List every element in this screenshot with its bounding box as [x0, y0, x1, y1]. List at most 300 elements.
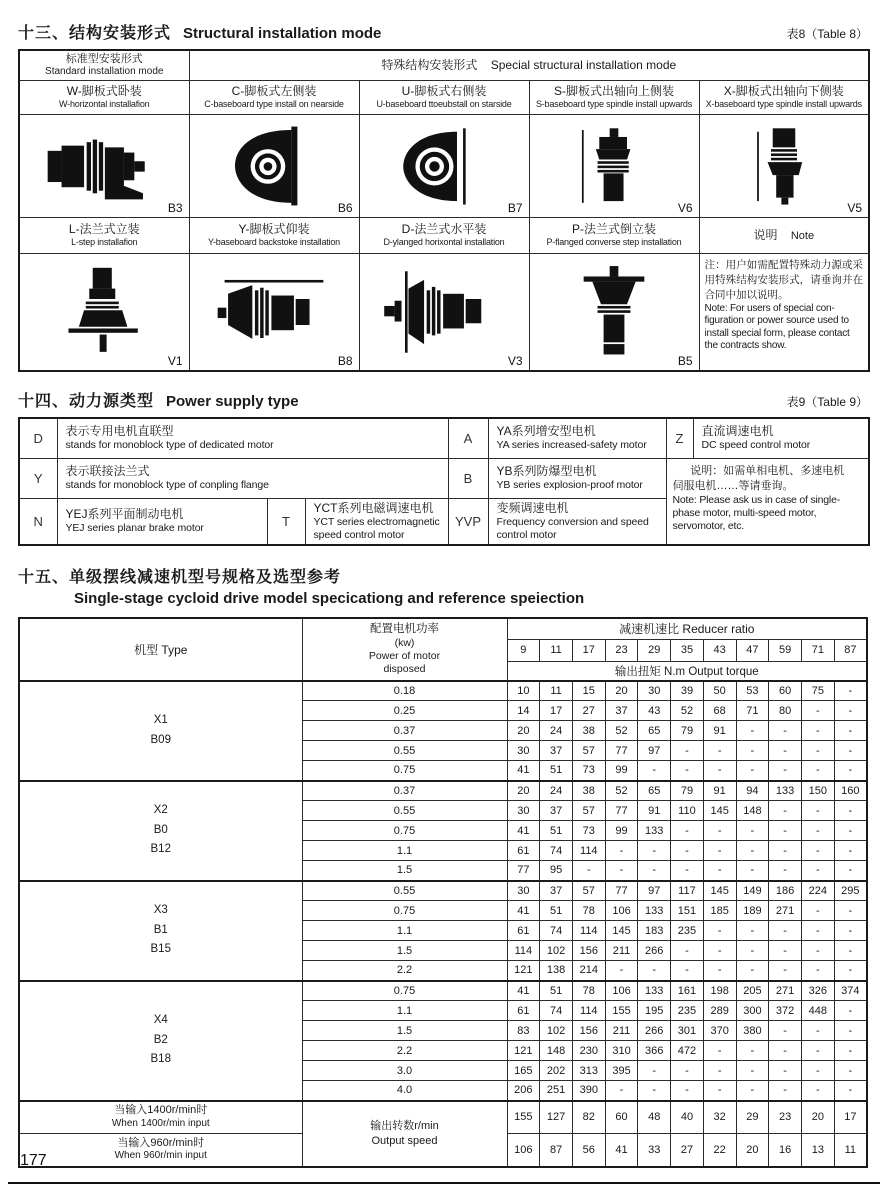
torque-value-cell: 271 — [769, 981, 802, 1001]
torque-value-cell: - — [801, 801, 834, 821]
section13-title-zh: 十三、结构安装形式 — [18, 25, 172, 42]
torque-value-cell: 390 — [572, 1081, 605, 1101]
standard-mode-zh: 标准型安装形式 — [65, 52, 143, 65]
torque-value-cell: 183 — [638, 921, 671, 941]
speed-value-cell: 32 — [703, 1101, 736, 1134]
torque-value-cell: 51 — [540, 761, 573, 781]
torque-value-cell: 202 — [540, 1061, 573, 1081]
desc-cell-d — [57, 418, 448, 458]
desc-cell-n — [57, 498, 267, 545]
speed-label-zh: 当输入1400r/min时 — [114, 1104, 208, 1117]
torque-value-cell: - — [736, 741, 769, 761]
power-cell: 1.5 — [302, 861, 507, 881]
output-speed-header-line: Output speed — [371, 1134, 438, 1147]
ratio-group-header: 减速机速比 Reducer ratio — [507, 618, 867, 639]
ratio-header-cell: 59 — [769, 639, 802, 661]
torque-value-cell: 151 — [671, 901, 704, 921]
desc-d-zh: 表示专用电机直联型 — [65, 424, 174, 439]
torque-value-cell: 110 — [671, 801, 704, 821]
torque-value-cell: 24 — [540, 721, 573, 741]
torque-table-body — [19, 681, 867, 1167]
torque-value-cell: - — [703, 741, 736, 761]
mode-d-zh: D-法兰式水平装 — [401, 222, 487, 237]
torque-value-cell: - — [769, 801, 802, 821]
torque-value-cell: 74 — [540, 921, 573, 941]
speed-value-cell: 40 — [671, 1101, 704, 1134]
torque-value-cell: 91 — [703, 721, 736, 741]
power-cell: 0.55 — [302, 741, 507, 761]
power-cell: 1.5 — [302, 1021, 507, 1041]
diagram-code: V5 — [847, 200, 863, 215]
diagram-code: B7 — [507, 200, 523, 215]
backstroke-diagram-icon — [192, 255, 357, 370]
standard-mode-en: Standard installation mode — [45, 65, 164, 77]
section13-title-en: Structural installation mode — [183, 25, 382, 42]
speed-label-en: When 960r/min input — [114, 1150, 207, 1162]
flanged-horizontal-diagram-icon — [362, 255, 527, 370]
power-cell: 0.75 — [302, 901, 507, 921]
torque-value-cell: 37 — [540, 801, 573, 821]
diagram-code: B8 — [337, 354, 353, 368]
torque-value-cell: 366 — [638, 1041, 671, 1061]
torque-value-cell: - — [769, 741, 802, 761]
torque-value-cell: 91 — [703, 781, 736, 801]
torque-value-cell: - — [801, 961, 834, 981]
power-note-en: Note: Please ask us in case of single-phase motor, multi-speed motor, servomotor, etc. — [672, 494, 841, 532]
torque-value-cell: 38 — [572, 721, 605, 741]
torque-value-cell: 300 — [736, 1001, 769, 1021]
torque-value-cell: 57 — [572, 741, 605, 761]
diagram-cell-b8 — [189, 253, 359, 371]
section13-header — [18, 20, 868, 43]
footer-rule — [8, 1182, 880, 1184]
table8-reference: 表8（Table 8） — [786, 27, 868, 41]
mode-u-en: U-baseboard ttoeubstall on starside — [376, 99, 512, 110]
desc-yvp-en: Frequency conversion and speed control motor — [496, 516, 649, 541]
spec-table — [18, 617, 868, 1168]
mode-p-zh: P-法兰式倒立装 — [571, 222, 656, 237]
torque-value-cell: 372 — [769, 1001, 802, 1021]
power-supply-table — [18, 417, 870, 546]
code-cell-t: T — [267, 498, 305, 545]
torque-value-cell: 30 — [507, 741, 540, 761]
desc-cell-a — [488, 418, 666, 458]
torque-value-cell: 41 — [507, 761, 540, 781]
torque-value-cell: 95 — [540, 861, 573, 881]
power-note-zh1: 说明：如需单相电机、多速电机 — [690, 464, 845, 477]
torque-value-cell: 74 — [540, 841, 573, 861]
torque-value-cell: - — [769, 941, 802, 961]
torque-value-cell: - — [671, 741, 704, 761]
torque-value-cell: 30 — [507, 881, 540, 901]
torque-value-cell: - — [769, 1021, 802, 1041]
torque-value-cell: - — [703, 761, 736, 781]
desc-cell-b — [488, 458, 666, 498]
speed-input-label-cell — [19, 1101, 302, 1134]
torque-value-cell: 145 — [605, 921, 638, 941]
torque-value-cell: 106 — [605, 981, 638, 1001]
mode-y-zh: Y-脚板式仰装 — [238, 222, 310, 237]
installation-note-en: Note: For users of special con-figuration or power source used to install special form, please contact the contracts show. — [704, 303, 850, 351]
horizontal-motor-diagram-icon — [22, 116, 187, 216]
torque-value-cell: 20 — [507, 781, 540, 801]
speed-value-cell: 11 — [834, 1134, 867, 1167]
torque-value-cell: - — [671, 821, 704, 841]
torque-value-cell: - — [834, 741, 867, 761]
code-cell-y: Y — [19, 458, 57, 498]
ratio-header-cell: 9 — [507, 639, 540, 661]
torque-value-cell: - — [801, 861, 834, 881]
speed-value-cell: 56 — [572, 1134, 605, 1167]
torque-value-cell: - — [638, 961, 671, 981]
model-line: B18 — [150, 1053, 171, 1066]
torque-value-cell: - — [769, 841, 802, 861]
torque-value-cell: - — [801, 1061, 834, 1081]
ratio-header-cell: 29 — [638, 639, 671, 661]
speed-value-cell: 155 — [507, 1101, 540, 1134]
torque-value-cell: - — [638, 761, 671, 781]
torque-value-cell: 78 — [572, 901, 605, 921]
torque-value-cell: 149 — [736, 881, 769, 901]
torque-value-cell: 77 — [507, 861, 540, 881]
torque-value-cell: 73 — [572, 821, 605, 841]
power-cell: 1.5 — [302, 941, 507, 961]
torque-value-cell: 37 — [540, 741, 573, 761]
power-cell: 3.0 — [302, 1061, 507, 1081]
ratio-header-cell: 11 — [540, 639, 573, 661]
torque-value-cell: - — [638, 1081, 671, 1101]
torque-value-cell: 79 — [671, 781, 704, 801]
model-line: X3 — [153, 904, 168, 917]
torque-value-cell: 161 — [671, 981, 704, 1001]
model-cell — [19, 681, 302, 781]
torque-value-cell: 114 — [572, 841, 605, 861]
torque-value-cell: 50 — [703, 681, 736, 701]
torque-value-cell: - — [834, 761, 867, 781]
torque-value-cell: 80 — [769, 701, 802, 721]
desc-cell-yvp — [488, 498, 666, 545]
model-line: X1 — [153, 713, 168, 726]
torque-value-cell: - — [834, 1061, 867, 1081]
code-cell-yvp: YVP — [448, 498, 488, 545]
torque-value-cell: - — [834, 701, 867, 721]
torque-value-cell: - — [703, 821, 736, 841]
torque-value-cell: 17 — [540, 701, 573, 721]
diagram-cell-b7 — [359, 114, 529, 217]
torque-value-cell: - — [572, 861, 605, 881]
torque-value-cell: 380 — [736, 1021, 769, 1041]
torque-value-cell: 20 — [605, 681, 638, 701]
torque-value-cell: 52 — [605, 721, 638, 741]
torque-value-cell: - — [638, 1061, 671, 1081]
torque-value-cell: 230 — [572, 1041, 605, 1061]
torque-value-cell: 198 — [703, 981, 736, 1001]
torque-value-cell: - — [801, 761, 834, 781]
torque-value-cell: 186 — [769, 881, 802, 901]
mode-s-zh: S-脚板式出轴向上侧装 — [553, 84, 674, 99]
torque-value-cell: 121 — [507, 1041, 540, 1061]
torque-value-cell: 114 — [572, 921, 605, 941]
torque-value-cell: 37 — [605, 701, 638, 721]
torque-value-cell: - — [801, 921, 834, 941]
torque-value-cell: - — [736, 941, 769, 961]
torque-value-cell: - — [736, 721, 769, 741]
torque-value-cell: - — [834, 941, 867, 961]
torque-value-cell: 14 — [507, 701, 540, 721]
torque-value-cell: 214 — [572, 961, 605, 981]
torque-value-cell: 83 — [507, 1021, 540, 1041]
torque-value-cell: - — [769, 1061, 802, 1081]
diagram-cell-b3 — [19, 114, 189, 217]
torque-value-cell: 155 — [605, 1001, 638, 1021]
mode-w-zh: W-脚板式卧装 — [66, 84, 142, 99]
diagram-code: V3 — [507, 354, 523, 368]
mode-l-en: L-step installafion — [71, 237, 138, 248]
torque-value-cell: - — [671, 861, 704, 881]
torque-value-cell: 206 — [507, 1081, 540, 1101]
torque-value-cell: - — [605, 861, 638, 881]
torque-value-cell: 313 — [572, 1061, 605, 1081]
mode-header-l — [19, 217, 189, 253]
torque-value-cell: - — [834, 821, 867, 841]
speed-value-cell: 16 — [769, 1134, 802, 1167]
speed-value-cell: 17 — [834, 1101, 867, 1134]
diagram-cell-v5 — [699, 114, 869, 217]
desc-d-en: stands for monoblock type of dedicated motor — [65, 439, 274, 452]
torque-value-cell: - — [834, 801, 867, 821]
torque-value-cell: 57 — [572, 801, 605, 821]
torque-value-cell: 94 — [736, 781, 769, 801]
torque-value-cell: - — [834, 861, 867, 881]
model-line: B0 — [153, 823, 168, 836]
mode-x-en: X-baseboard type spindle install upwards — [705, 99, 862, 110]
section15-header — [18, 564, 868, 607]
torque-value-cell: - — [703, 1041, 736, 1061]
note-header-cell — [699, 217, 869, 253]
ratio-header-cell: 47 — [736, 639, 769, 661]
torque-value-cell: 150 — [801, 781, 834, 801]
torque-value-cell: 102 — [540, 941, 573, 961]
model-line: B15 — [150, 943, 171, 956]
torque-value-cell: - — [801, 821, 834, 841]
torque-value-cell: - — [671, 841, 704, 861]
desc-cell-y — [57, 458, 448, 498]
torque-value-cell: - — [605, 1081, 638, 1101]
power-cell: 0.25 — [302, 701, 507, 721]
model-line: X2 — [153, 804, 168, 817]
power-cell: 0.37 — [302, 721, 507, 741]
torque-value-cell: - — [801, 941, 834, 961]
torque-value-cell: 97 — [638, 741, 671, 761]
torque-value-cell: - — [769, 821, 802, 841]
power-header-line: (kw) — [394, 636, 415, 649]
torque-value-cell: 156 — [572, 941, 605, 961]
diagram-code: B3 — [167, 200, 183, 215]
mode-w-en: W-horizontal installafion — [59, 99, 150, 110]
torque-value-cell: - — [801, 1081, 834, 1101]
torque-value-cell: - — [834, 921, 867, 941]
torque-value-cell: 472 — [671, 1041, 704, 1061]
power-cell: 4.0 — [302, 1081, 507, 1101]
desc-a-zh: YA系列增安型电机 — [496, 424, 596, 439]
desc-t-en: YCT series electromagnetic speed control motor — [313, 516, 440, 541]
torque-value-cell: - — [736, 761, 769, 781]
desc-n-en: YEJ series planar brake motor — [65, 522, 204, 535]
torque-value-cell: 189 — [736, 901, 769, 921]
mode-header-d — [359, 217, 529, 253]
torque-value-cell: - — [703, 1081, 736, 1101]
diagram-cell-v3 — [359, 253, 529, 371]
torque-value-cell: - — [769, 761, 802, 781]
torque-value-cell: 148 — [736, 801, 769, 821]
power-cell: 0.55 — [302, 801, 507, 821]
torque-value-cell: - — [605, 961, 638, 981]
model-line: B2 — [153, 1033, 168, 1046]
torque-value-cell: - — [769, 721, 802, 741]
torque-value-cell: - — [703, 961, 736, 981]
power-cell: 2.2 — [302, 961, 507, 981]
torque-header: 输出扭矩 N.m Output torque — [507, 661, 867, 681]
torque-value-cell: 165 — [507, 1061, 540, 1081]
torque-value-cell: 61 — [507, 841, 540, 861]
flange-view-diagram-icon — [362, 116, 527, 216]
torque-value-cell: - — [736, 961, 769, 981]
vertical-down-diagram-icon — [702, 116, 867, 216]
mode-d-en: D-ylanged horixontal installation — [383, 237, 505, 248]
torque-value-cell: 160 — [834, 781, 867, 801]
torque-value-cell: - — [834, 1081, 867, 1101]
output-speed-header-line: 输出转数r/min — [370, 1120, 439, 1133]
torque-value-cell: 205 — [736, 981, 769, 1001]
torque-value-cell: - — [834, 1021, 867, 1041]
model-cell — [19, 881, 302, 981]
mode-c-en: C-baseboard type install on nearside — [204, 99, 344, 110]
torque-value-cell: 77 — [605, 881, 638, 901]
torque-value-cell: 37 — [540, 881, 573, 901]
vertical-up-diagram-icon — [532, 116, 697, 216]
section15-title-zh: 十五、单级摆线减速机型号规格及选型参考 — [18, 569, 342, 586]
desc-z-en: DC speed control motor — [701, 439, 811, 452]
power-cell: 0.75 — [302, 821, 507, 841]
power-cell: 1.1 — [302, 1001, 507, 1021]
special-mode-header-cell — [189, 50, 869, 80]
torque-value-cell: 114 — [572, 1001, 605, 1021]
vertical-motor-diagram-icon — [22, 255, 187, 370]
diagram-code: B5 — [677, 354, 693, 368]
mode-header-p — [529, 217, 699, 253]
desc-cell-t — [305, 498, 448, 545]
torque-value-cell: 133 — [638, 901, 671, 921]
torque-value-cell: 211 — [605, 1021, 638, 1041]
torque-value-cell: 289 — [703, 1001, 736, 1021]
note-header-en: Note — [790, 230, 815, 242]
mode-header-w — [19, 80, 189, 114]
note-header-zh: 说明 — [753, 228, 778, 242]
torque-value-cell: 133 — [638, 821, 671, 841]
torque-value-cell: - — [736, 861, 769, 881]
torque-value-cell: 106 — [605, 901, 638, 921]
torque-value-cell: 38 — [572, 781, 605, 801]
torque-value-cell: 271 — [769, 901, 802, 921]
torque-value-cell: 75 — [801, 681, 834, 701]
torque-value-cell: 114 — [507, 941, 540, 961]
torque-value-cell: 30 — [638, 681, 671, 701]
torque-value-cell: 326 — [801, 981, 834, 1001]
power-cell: 0.75 — [302, 981, 507, 1001]
speed-value-cell: 27 — [671, 1134, 704, 1167]
torque-value-cell: - — [736, 1081, 769, 1101]
torque-value-cell: 138 — [540, 961, 573, 981]
desc-t-zh: YCT系列电磁调速电机 — [313, 501, 434, 516]
torque-value-cell: - — [769, 861, 802, 881]
table9-reference: 表9（Table 9） — [786, 395, 868, 409]
torque-value-cell: 251 — [540, 1081, 573, 1101]
speed-value-cell: 48 — [638, 1101, 671, 1134]
torque-value-cell: - — [638, 861, 671, 881]
desc-b-en: YB series explosion-proof motor — [496, 479, 643, 492]
diagram-code: V6 — [677, 200, 693, 215]
torque-value-cell: 41 — [507, 821, 540, 841]
torque-value-cell: 121 — [507, 961, 540, 981]
model-line: B12 — [150, 843, 171, 856]
power-header-line: Power of motor — [368, 649, 441, 662]
torque-value-cell: - — [801, 1041, 834, 1061]
torque-value-cell: - — [638, 841, 671, 861]
torque-value-cell: 41 — [507, 981, 540, 1001]
torque-value-cell: - — [834, 1001, 867, 1021]
torque-value-cell: - — [769, 921, 802, 941]
power-note-cell — [666, 458, 869, 545]
desc-y-zh: 表示联接法兰式 — [65, 464, 150, 479]
torque-value-cell: 235 — [671, 1001, 704, 1021]
torque-value-cell: 301 — [671, 1021, 704, 1041]
mode-l-zh: L-法兰式立装 — [68, 222, 140, 237]
speed-value-cell: 29 — [736, 1101, 769, 1134]
torque-value-cell: 266 — [638, 941, 671, 961]
torque-value-cell: 448 — [801, 1001, 834, 1021]
code-cell-a: A — [448, 418, 488, 458]
torque-value-cell: 133 — [638, 981, 671, 1001]
torque-value-cell: 145 — [703, 801, 736, 821]
torque-value-cell: - — [736, 921, 769, 941]
diagram-code: V1 — [167, 354, 183, 368]
torque-value-cell: 395 — [605, 1061, 638, 1081]
torque-value-cell: - — [671, 941, 704, 961]
torque-value-cell: 20 — [507, 721, 540, 741]
power-cell: 0.75 — [302, 761, 507, 781]
torque-value-cell: - — [703, 921, 736, 941]
power-cell: 0.55 — [302, 881, 507, 901]
torque-value-cell: - — [703, 841, 736, 861]
ratio-header-cell: 35 — [671, 639, 704, 661]
speed-input-label-cell — [19, 1134, 302, 1167]
installation-note-zh: 注：用户如需配置特殊动力源或采用特殊结构安装形式，请垂询并在合同中加以说明。 — [704, 258, 864, 301]
torque-value-cell: 133 — [769, 781, 802, 801]
speed-value-cell: 20 — [736, 1134, 769, 1167]
torque-value-cell: 117 — [671, 881, 704, 901]
torque-value-cell: - — [801, 701, 834, 721]
desc-z-zh: 直流调速电机 — [701, 424, 774, 439]
torque-value-cell: - — [801, 901, 834, 921]
torque-value-cell: - — [671, 761, 704, 781]
torque-value-cell: 41 — [507, 901, 540, 921]
speed-value-cell: 41 — [605, 1134, 638, 1167]
speed-value-cell: 23 — [769, 1101, 802, 1134]
speed-value-cell: 22 — [703, 1134, 736, 1167]
diagram-cell-b6 — [189, 114, 359, 217]
torque-value-cell: 77 — [605, 741, 638, 761]
diagram-cell-b5 — [529, 253, 699, 371]
